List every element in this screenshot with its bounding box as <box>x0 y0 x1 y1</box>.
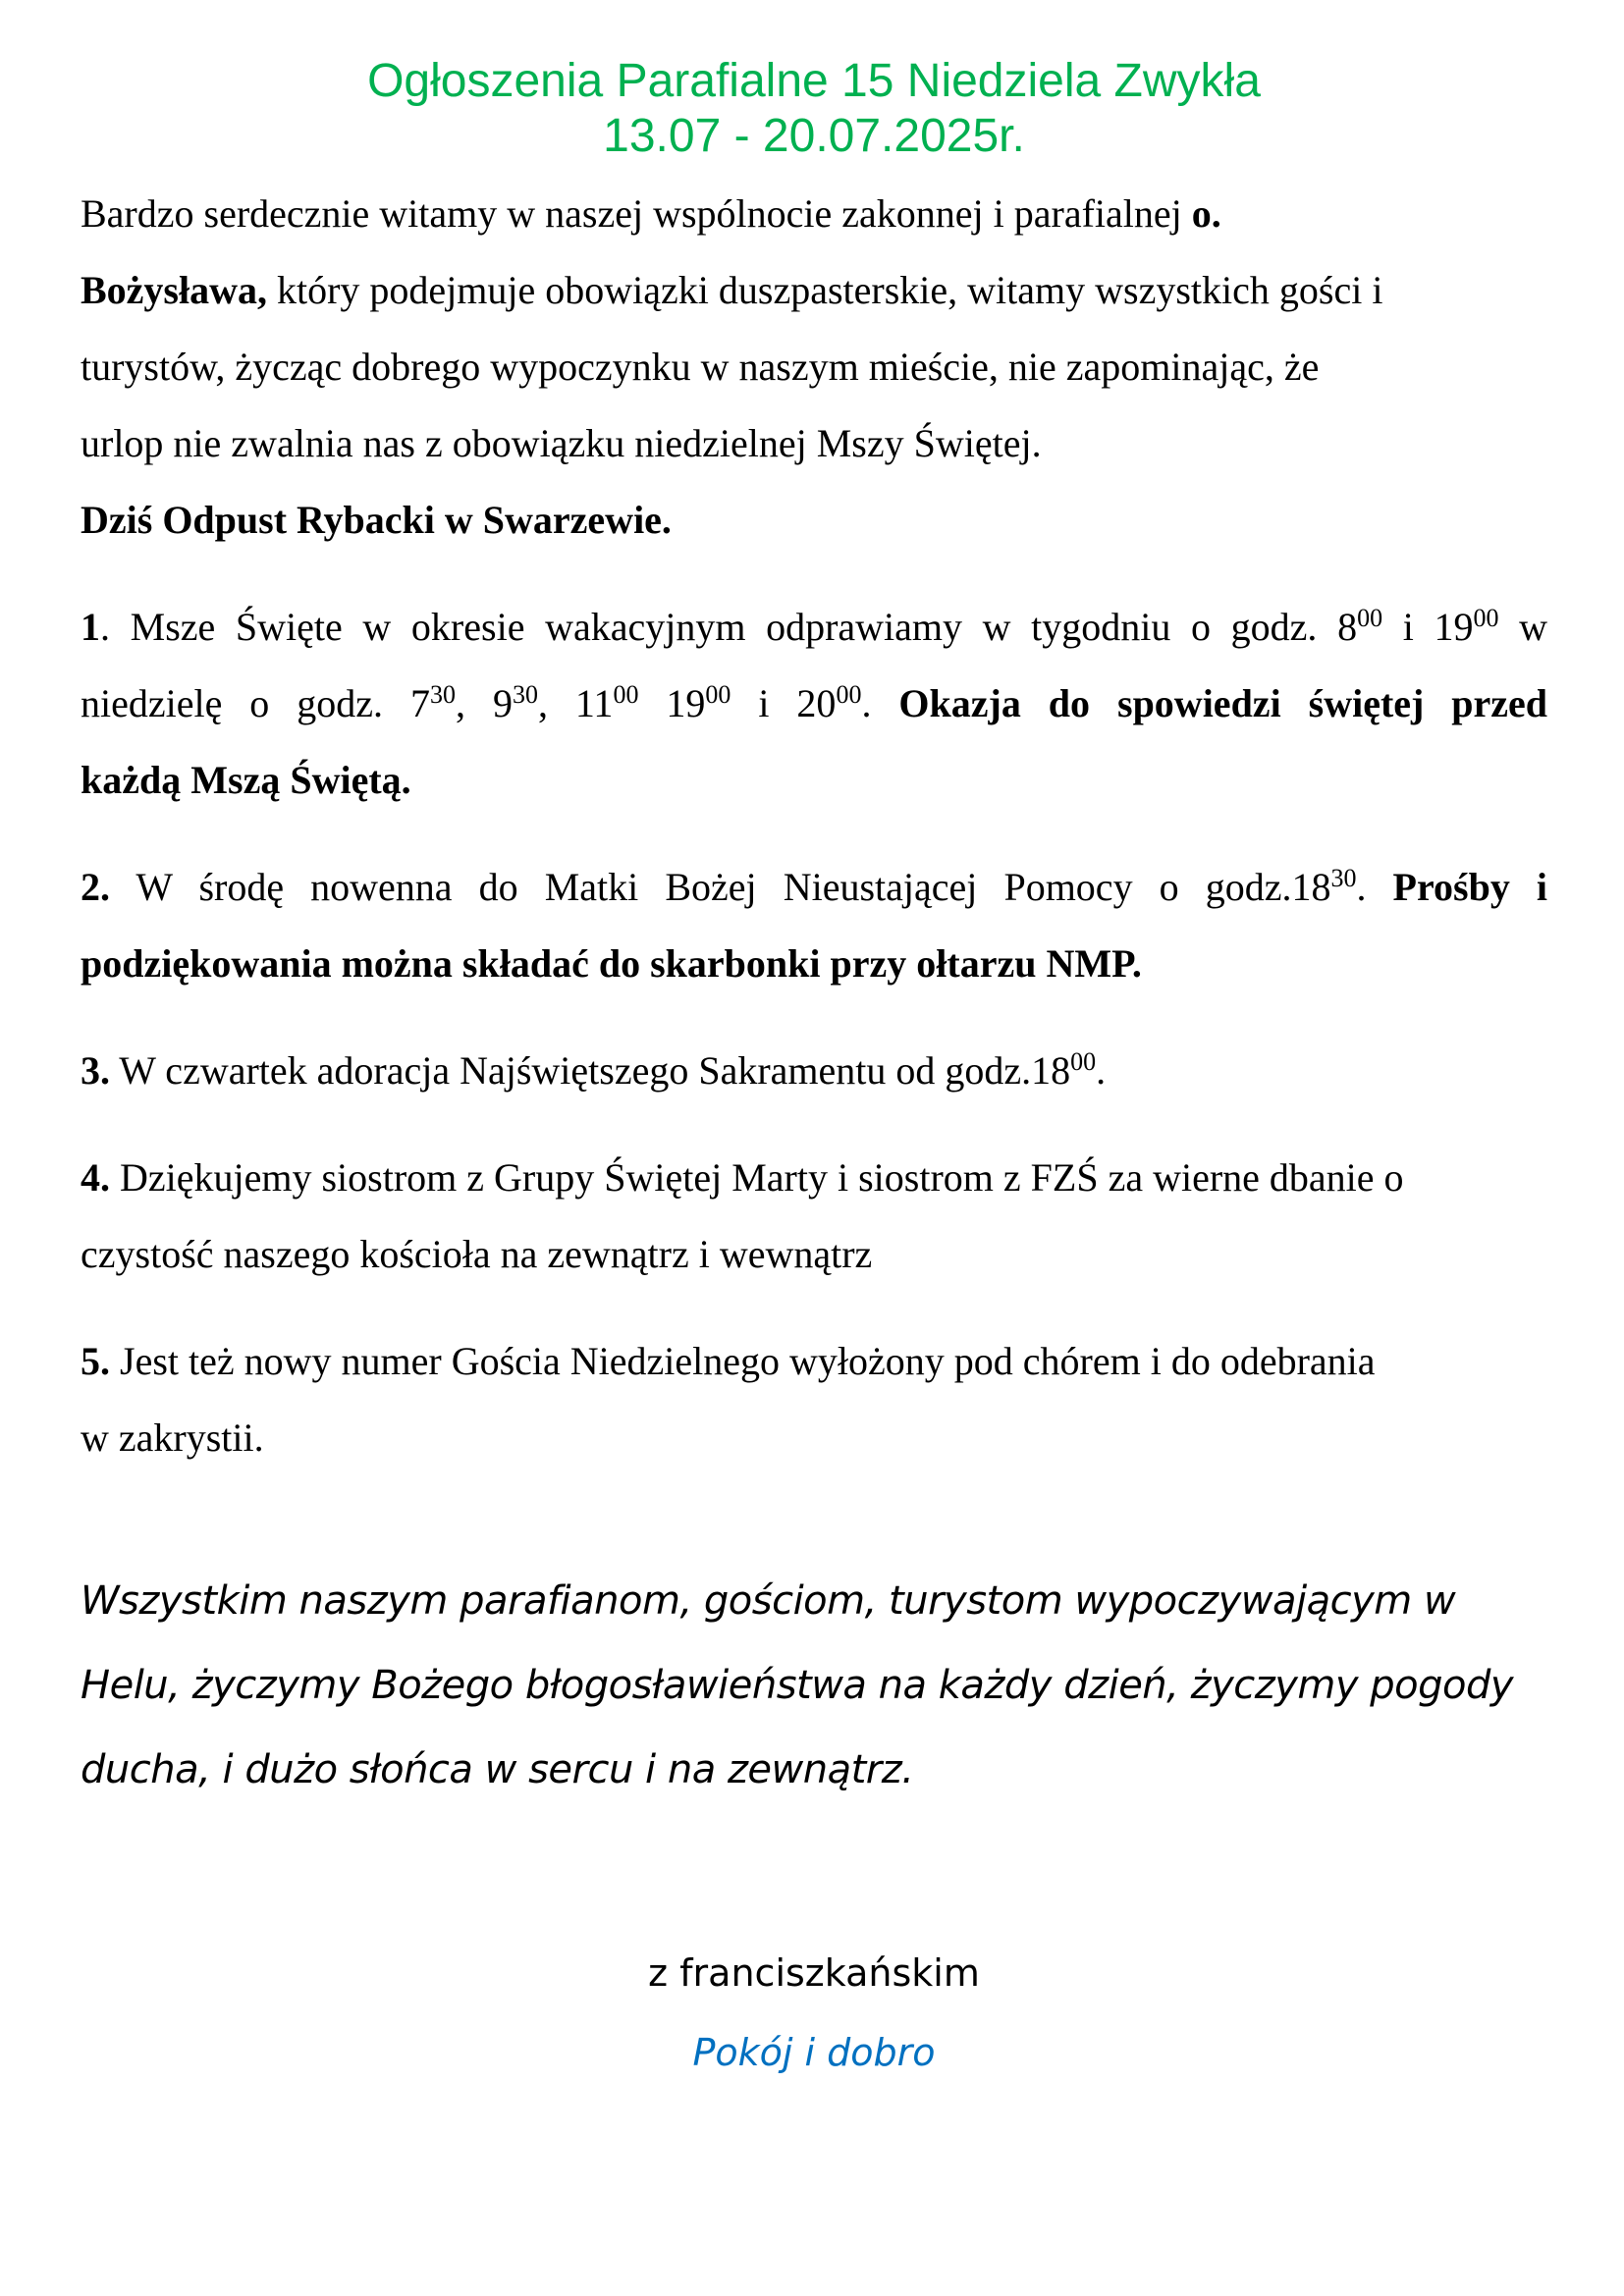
text-run: 00 <box>1473 604 1499 632</box>
text-run: 19 <box>638 681 706 725</box>
text-run: . <box>1096 1048 1107 1093</box>
text-line <box>81 926 1547 1002</box>
text-run: i 19 <box>1382 605 1474 649</box>
text-line <box>81 1140 1547 1216</box>
text-run: 2. <box>81 865 110 909</box>
announcements-body <box>81 176 1547 1476</box>
paragraph-item-2 <box>81 849 1547 1002</box>
text-run: Okazja do spowiedzi świętej przed <box>898 681 1548 725</box>
text-line <box>81 1216 1547 1293</box>
text-run: Prośby i <box>1392 865 1548 909</box>
text-run: 30 <box>512 680 538 709</box>
text-run: , 9 <box>455 681 513 725</box>
text-run: 00 <box>705 680 731 709</box>
page-title-line-2: 13.07 - 20.07.2025r. <box>603 110 1025 162</box>
text-line <box>81 666 1547 742</box>
text-run: 4. <box>81 1155 110 1200</box>
paragraph-item-1 <box>81 589 1547 819</box>
text-run: Bożysława, <box>81 268 267 312</box>
text-run: . <box>1356 865 1393 909</box>
text-run: 1 <box>81 605 100 649</box>
text-run: w <box>1498 605 1547 649</box>
blessing-line: Wszystkim naszym parafianom, gościom, turystom wypoczywającym w <box>81 1578 1456 1624</box>
blessing-line: Helu, życzymy Bożego błogosławieństwa na każdy dzień, życzymy pogody <box>81 1663 1514 1708</box>
text-run: Jest też nowy numer Gościa Niedzielnego wyłożony pod chórem i do odebrania <box>110 1339 1376 1383</box>
text-line <box>81 589 1547 666</box>
text-line <box>81 1400 1547 1476</box>
text-line <box>81 849 1547 926</box>
text-run: podziękowania można składać do skarbonki przy ołtarzu NMP. <box>81 941 1142 986</box>
text-run: 30 <box>429 680 456 709</box>
text-run: w zakrystii. <box>81 1415 264 1460</box>
text-run: czystość naszego kościoła na zewnątrz i wewnątrz <box>81 1232 873 1276</box>
text-line <box>81 405 1547 482</box>
text-run: 5. <box>81 1339 110 1383</box>
text-line <box>81 176 1547 252</box>
text-run: W czwartek adoracja Najświętszego Sakramentu od godz.18 <box>110 1048 1071 1093</box>
text-line <box>81 1323 1547 1400</box>
text-line <box>81 1033 1547 1109</box>
paragraph-item-3 <box>81 1033 1547 1109</box>
text-run: Bardzo serdecznie witamy w naszej wspólnocie zakonnej i parafialnej <box>81 191 1192 236</box>
text-run: 30 <box>1330 864 1357 892</box>
text-run: turystów, życząc dobrego wypoczynku w naszym mieście, nie zapominając, że <box>81 345 1320 389</box>
text-run: który podejmuje obowiązki duszpasterskie, witamy wszystkich gości i <box>267 268 1383 312</box>
paragraph-item-4 <box>81 1140 1547 1293</box>
blessing-line: ducha, i dużo słońca w sercu i na zewnątrz. <box>81 1747 914 1792</box>
text-run: o. <box>1191 191 1221 236</box>
text-run: 00 <box>1070 1047 1097 1076</box>
text-run: . <box>861 681 899 725</box>
text-run: Dziś Odpust Rybacki w Swarzewie. <box>81 498 672 542</box>
paragraph-welcome <box>81 176 1547 559</box>
text-run: i 20 <box>731 681 837 725</box>
text-run: urlop nie zwalnia nas z obowiązku niedzielnej Mszy Świętej. <box>81 421 1042 465</box>
text-line <box>81 482 1547 559</box>
text-run: 3. <box>81 1048 110 1093</box>
paragraph-item-5 <box>81 1323 1547 1476</box>
text-run: W środę nowenna do Matki Bożej Nieustającej Pomocy o godz.18 <box>110 865 1331 909</box>
text-run: 00 <box>1357 604 1383 632</box>
text-run: 00 <box>836 680 862 709</box>
text-run: każdą Mszą Świętą. <box>81 758 411 802</box>
text-line <box>81 252 1547 329</box>
text-run: Dziękujemy siostrom z Grupy Świętej Marty i siostrom z FZŚ za wierne dbanie o <box>110 1155 1404 1200</box>
text-run: , 11 <box>537 681 614 725</box>
page-title <box>81 54 1547 164</box>
blessing-paragraph <box>81 1559 1547 1812</box>
text-run: niedzielę o godz. 7 <box>81 681 430 725</box>
signoff-regards: z franciszkańskim <box>648 1951 980 1995</box>
signoff-motto: Pokój i dobro <box>692 2031 936 2074</box>
text-line <box>81 329 1547 405</box>
text-line <box>81 742 1547 819</box>
page-title-line-1: Ogłoszenia Parafialne 15 Niedziela Zwykła <box>367 55 1261 107</box>
text-run: . Msze Święte w okresie wakacyjnym odprawiamy w tygodniu o godz. 8 <box>100 605 1358 649</box>
text-run: 00 <box>613 680 639 709</box>
